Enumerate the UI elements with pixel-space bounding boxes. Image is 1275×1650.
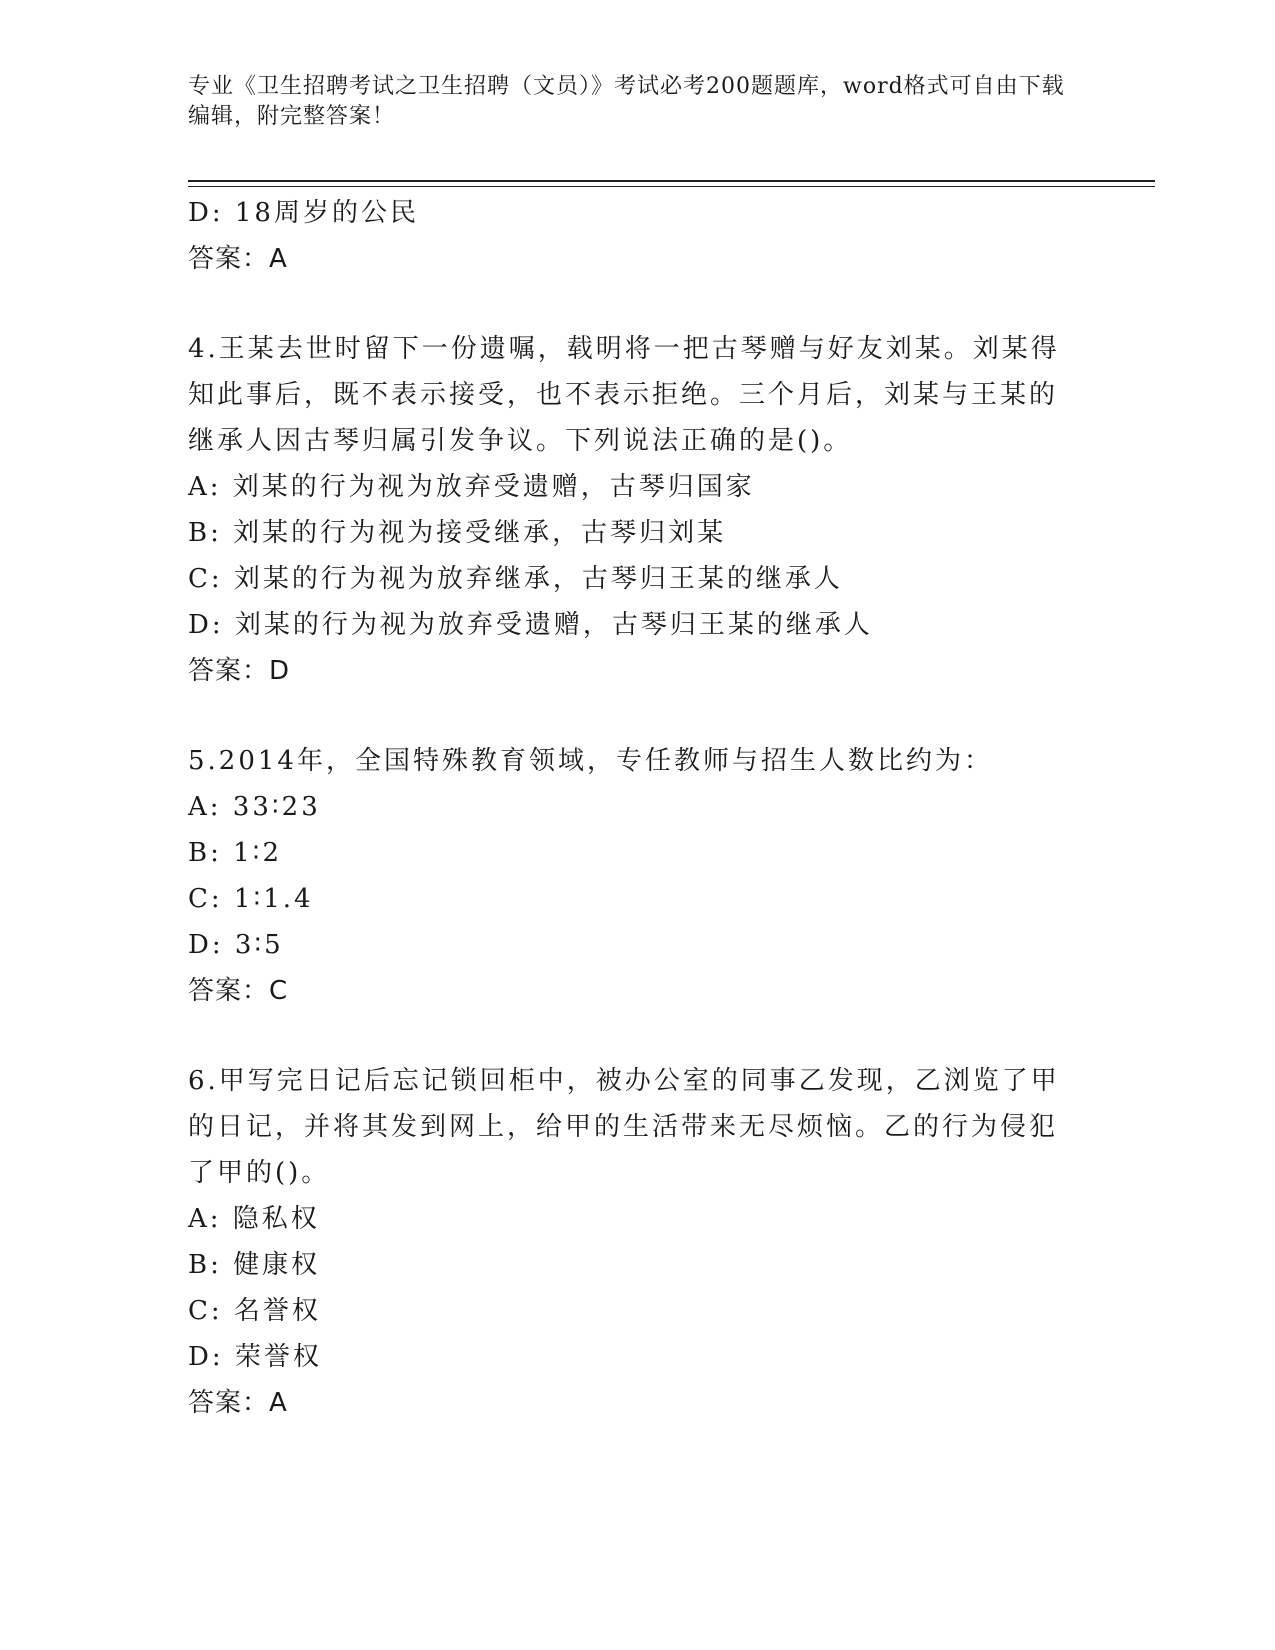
question-6 — [188, 1058, 1068, 1426]
question-text: 4.王某去世时留下一份遗嘱，载明将一把古琴赠与好友刘某。刘某得知此事后，既不表示接受，也不表示拒绝。三个月后，刘某与王某的继承人因古琴归属引发争议。下列说法正确的是()。 — [188, 334, 1060, 456]
option-d: D: 刘某的行为视为放弃受遗赠，古琴归王某的继承人 — [188, 610, 873, 640]
option-a: A: 隐私权 — [188, 1204, 320, 1234]
header-divider-thin — [188, 186, 1155, 187]
option-a: A: 刘某的行为视为放弃受遗赠，古琴归国家 — [188, 472, 755, 502]
question-list — [188, 190, 1068, 1426]
option-c: C: 1∶1.4 — [188, 884, 314, 914]
question-text: 5.2014年，全国特殊教育领域，专任教师与招生人数比约为： — [188, 746, 993, 776]
answer-line: 答案：A — [188, 244, 288, 274]
option-b: B: 1∶2 — [188, 838, 282, 868]
option-d: D: 3∶5 — [188, 930, 284, 960]
option-c: C: 刘某的行为视为放弃继承，古琴归王某的继承人 — [188, 564, 843, 594]
option-b: B: 健康权 — [188, 1250, 321, 1280]
question-5 — [188, 738, 1068, 1014]
header-divider-thick — [188, 180, 1155, 182]
document-header: 专业《卫生招聘考试之卫生招聘（文员）》考试必考200题题库，word格式可自由下载编辑，附完整答案！ — [188, 74, 1065, 129]
answer-line: 答案：D — [188, 656, 291, 686]
answer-line: 答案：A — [188, 1388, 288, 1418]
option-c: C: 名誉权 — [188, 1296, 321, 1326]
option-b: B: 刘某的行为视为接受继承，古琴归刘某 — [188, 518, 727, 548]
question-text: 6.甲写完日记后忘记锁回柜中，被办公室的同事乙发现，乙浏览了甲的日记，并将其发到网上，给甲的生活带来无尽烦恼。乙的行为侵犯了甲的()。 — [188, 1066, 1060, 1188]
answer-line: 答案：C — [188, 976, 289, 1006]
question-4 — [188, 326, 1068, 694]
option-d: D: 荣誉权 — [188, 1342, 322, 1372]
option-d: D: 18周岁的公民 — [188, 198, 419, 228]
option-a: A: 33∶23 — [188, 792, 321, 822]
question-3-continued — [188, 190, 1068, 282]
